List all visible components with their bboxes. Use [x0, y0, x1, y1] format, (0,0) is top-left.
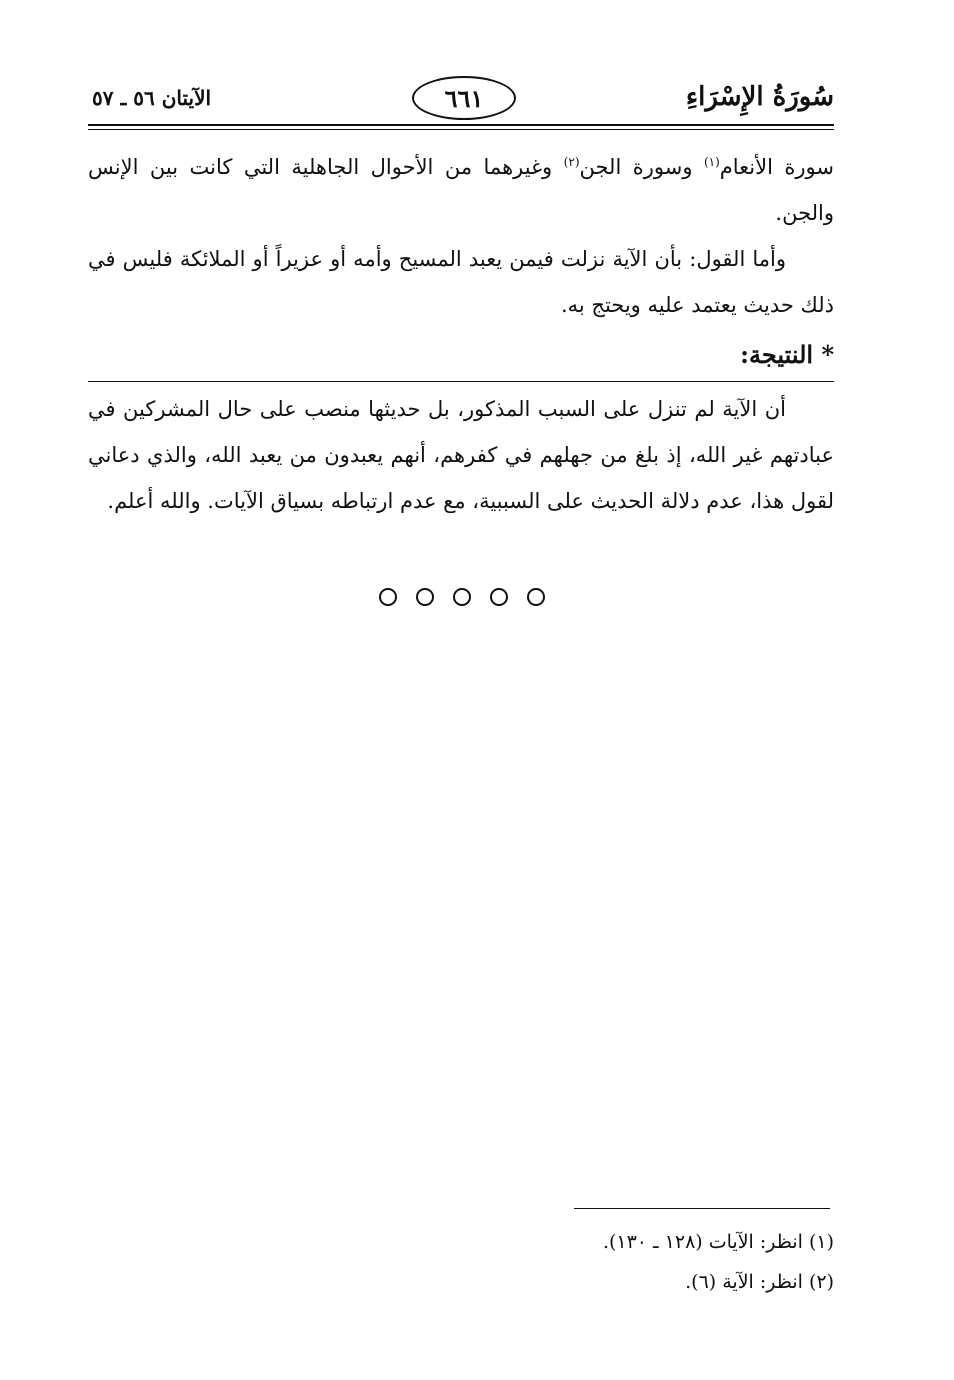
- paragraph-1-part-3: وغيرهما من الأحوال الجاهلية التي كانت بين الإنس والجن.: [88, 155, 834, 225]
- result-heading: * النتيجة:: [740, 340, 834, 369]
- divider-circle-icon: [453, 588, 471, 606]
- ayat-range: الآيتان ٥٦ ـ ٥٧: [92, 86, 212, 110]
- footnote-rule: [574, 1208, 830, 1209]
- footnote-1: (١) انظر: الآيات (١٢٨ ـ ١٣٠).: [602, 1231, 834, 1253]
- footnote-ref-1: (١): [703, 155, 720, 169]
- divider-circle-icon: [527, 588, 545, 606]
- divider-circle-icon: [416, 588, 434, 606]
- header-rule: [88, 124, 834, 126]
- paragraph-1-part-1: سورة الأنعام: [719, 155, 835, 179]
- footnotes: [234, 1222, 834, 1302]
- page-number: ٦٦١: [444, 83, 484, 113]
- paragraph-1: [88, 144, 834, 236]
- paragraph-1-part-2: وسورة الجن: [579, 155, 704, 179]
- main-text-result: [88, 386, 834, 524]
- page-number-badge: [412, 76, 516, 120]
- header-rule-thin: [88, 129, 834, 130]
- footnote-2: (٢) انظر: الآية (٦).: [685, 1271, 834, 1293]
- section-divider: [379, 586, 545, 608]
- paragraph-2: وأما القول: بأن الآية نزلت فيمن يعبد المسيح وأمه أو عزيراً أو الملائكة فليس في ذلك حديث يعتمد عليه ويحتج به.: [88, 247, 834, 317]
- result-heading-rule: [88, 381, 834, 382]
- main-text-top: [88, 144, 834, 328]
- divider-circle-icon: [490, 588, 508, 606]
- footnote-ref-2: (٢): [563, 155, 580, 169]
- surah-title: سُورَةُ الإِسْرَاءِ: [685, 82, 834, 112]
- divider-circle-icon: [379, 588, 397, 606]
- result-paragraph: أن الآية لم تنزل على السبب المذكور، بل حديثها منصب على حال المشركين في عبادتهم غير الله، إذ بلغ من جهلهم في كفرهم، أنهم يعبدون من يعبد الله، والذي دعاني لقول هذا، عدم دلالة الحديث على السببية، مع عدم ارتباطه بسياق الآيات. والله أعلم.: [88, 397, 834, 513]
